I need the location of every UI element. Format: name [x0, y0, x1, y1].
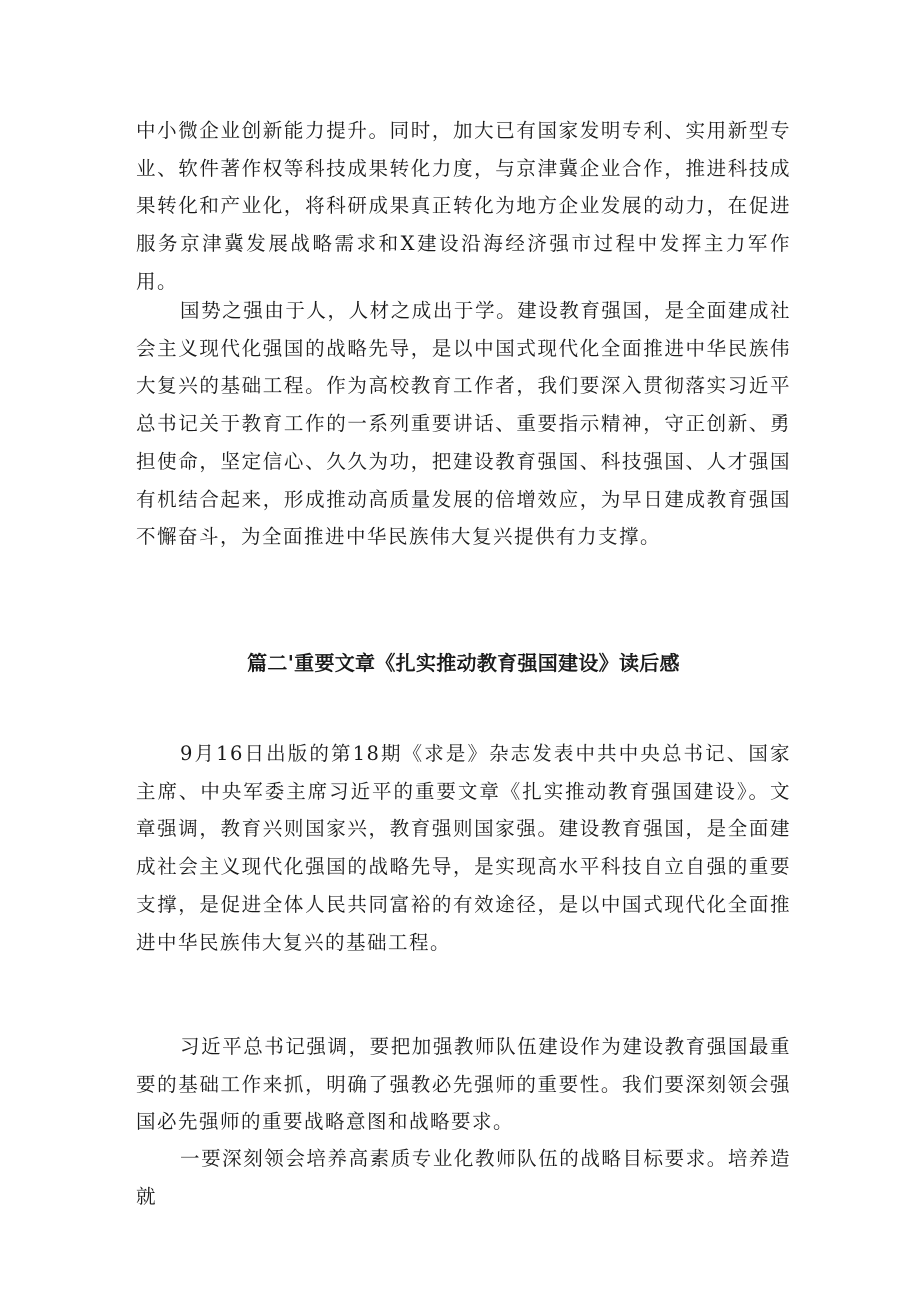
paragraph-continuation: 中小微企业创新能力提升。同时，加大已有国家发明专利、实用新型专业、软件著作权等科技成果转化力度，与京津冀企业合作，推进科技成果转化和产业化，将科研成果真正转化为地方企业发展的动力，在促进服务京津冀发展战略需求和X建设沿海经济强市过程中发挥主力军作用。	[136, 119, 791, 293]
paragraph-qiushi-article: 9月16日出版的第18期《求是》杂志发表中共中央总书记、国家主席、中央军委主席习近平的重要文章《扎实推动教育强国建设》。文章强调，教育兴则国家兴，教育强则国家强。建设教育强国，是全面建成社会主义现代化强国的战略先导，是实现高水平科技自立自强的重要支撑，是促进全体人民共同富裕的有效途径，是以中国式现代化全面推进中华民族伟大复兴的基础工程。	[136, 742, 791, 954]
paragraph-first-requirement: 一要深刻领会培养高素质专业化教师队伍的战略目标要求。培养造就	[136, 1147, 791, 1208]
paragraph-education-power: 国势之强由于人，人材之成出于学。建设教育强国，是全面建成社会主义现代化强国的战略先导，是以中国式现代化全面推进中华民族伟大复兴的基础工程。作为高校教育工作者，我们要深入贯彻落实习近平总书记关于教育工作的一系列重要讲话、重要指示精神，守正创新、勇担使命，坚定信心、久久为功，把建设教育强国、科技强国、人才强国有机结合起来，形成推动高质量发展的倍增效应，为早日建成教育强国不懈奋斗，为全面推进中华民族伟大复兴提供有力支撑。	[136, 299, 791, 549]
paragraph-teacher-team: 习近平总书记强调，要把加强教师队伍建设作为建设教育强国最重要的基础工作来抓，明确了强教必先强师的重要性。我们要深刻领会强国必先强师的重要战略意图和战略要求。	[136, 1035, 791, 1134]
section-title: 篇二'重要文章《扎实推动教育强国建设》读后感	[247, 651, 680, 675]
